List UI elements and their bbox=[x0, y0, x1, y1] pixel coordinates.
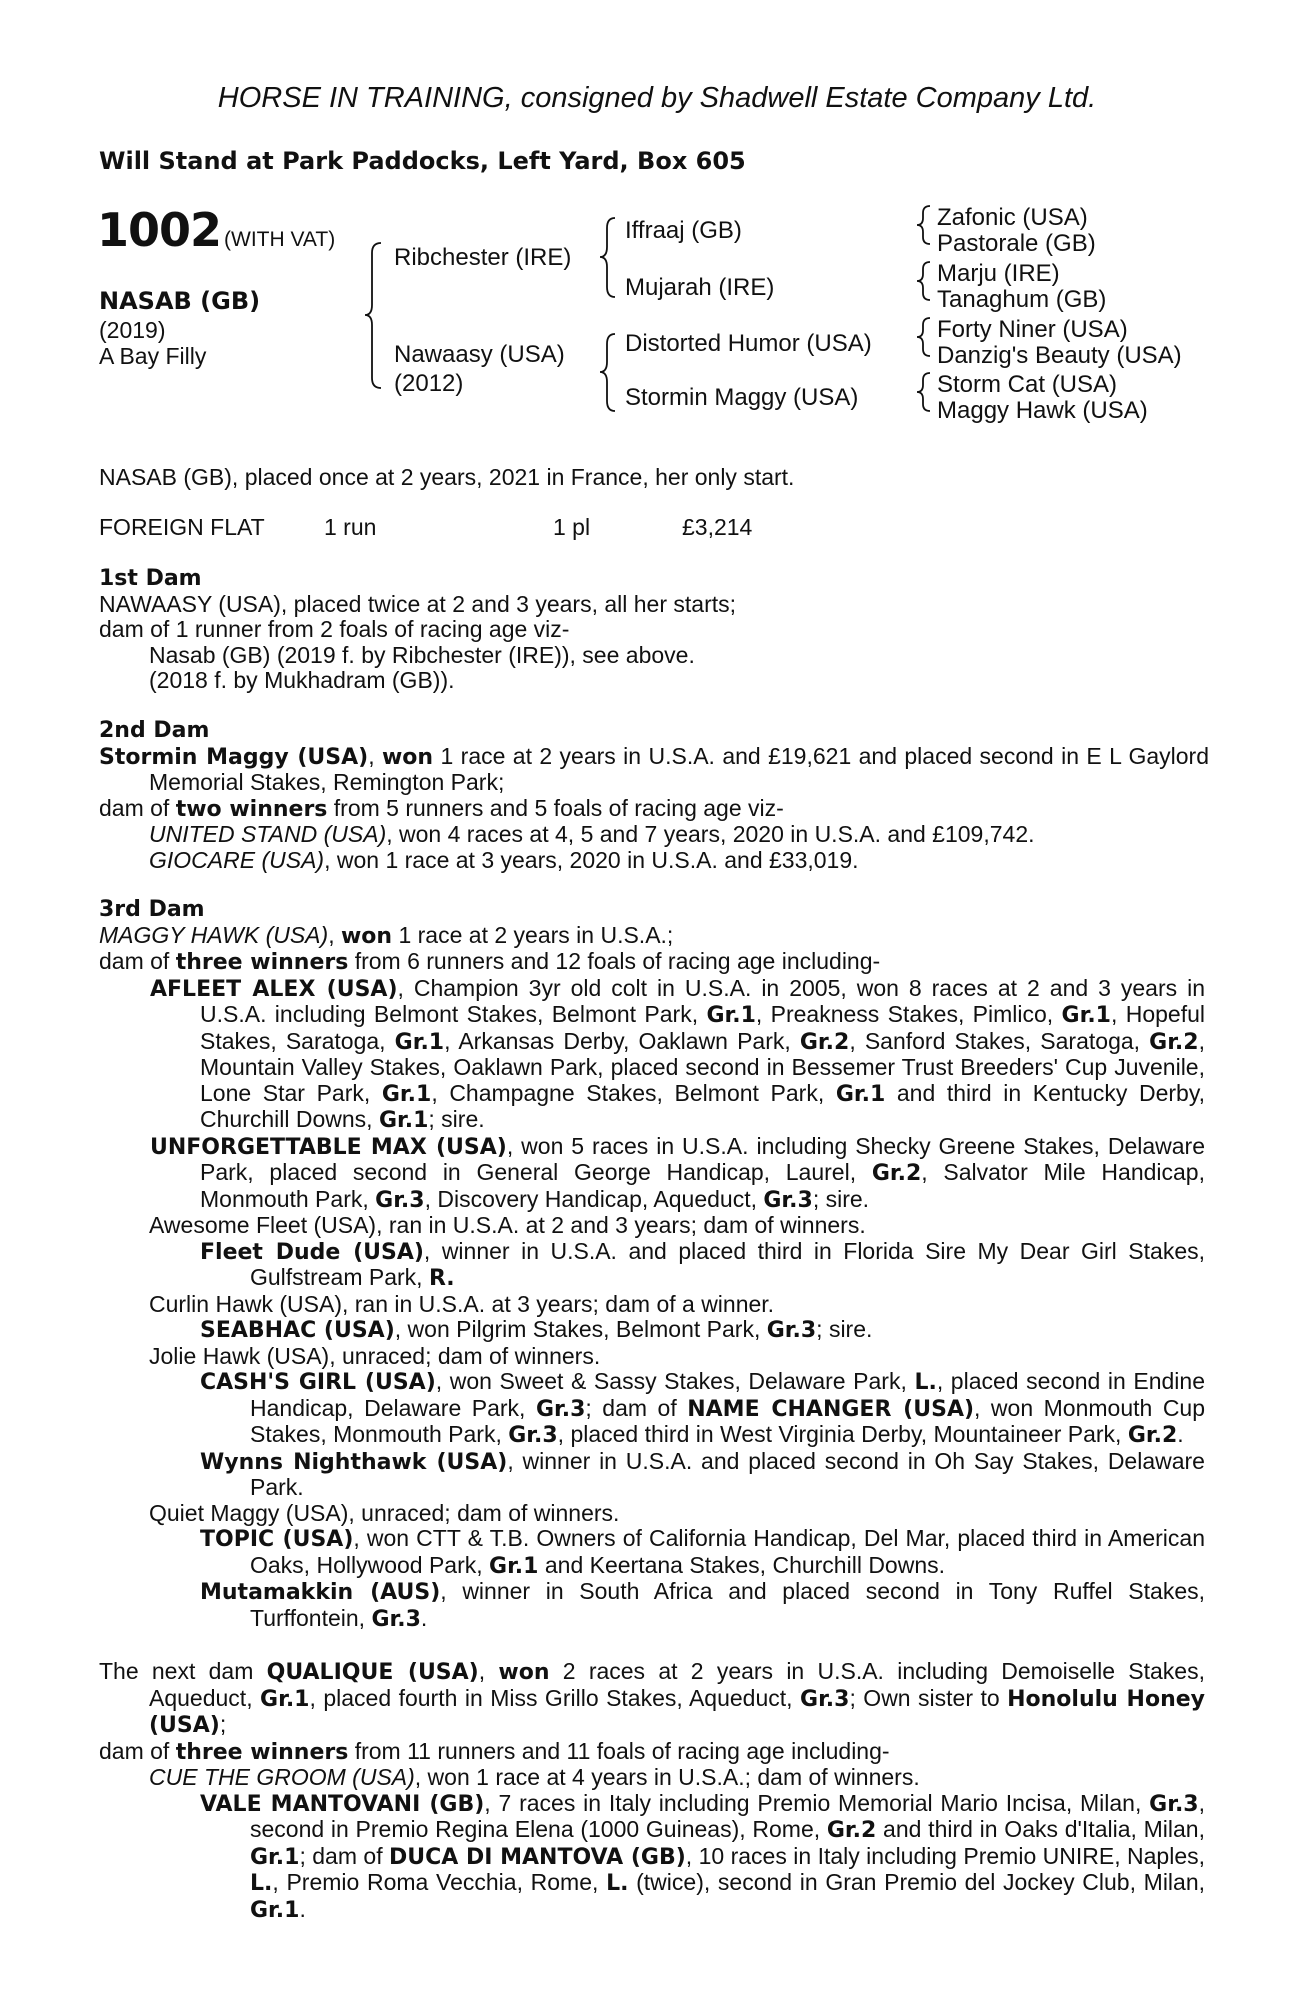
record-text: , won Sweet & Sassy Stakes, Delaware Park, bbox=[435, 1368, 915, 1394]
offspring-name: AFLEET ALEX (USA) bbox=[150, 976, 398, 1002]
pedigree-g5: Forty Niner (USA) bbox=[937, 316, 1128, 343]
offspring-name: UNITED STAND (USA) bbox=[149, 821, 387, 847]
pedigree-dam-sire: Distorted Humor (USA) bbox=[625, 330, 872, 357]
grade-label: Gr.1 bbox=[378, 1108, 429, 1133]
winners-count: three winners bbox=[175, 1739, 349, 1765]
pedigree-sire-dam: Mujarah (IRE) bbox=[625, 274, 775, 301]
third-dam-record: MAGGY HAWK (USA), won 1 race at 2 years in U.S.A.; bbox=[99, 921, 674, 949]
won-label: won bbox=[381, 744, 434, 770]
catalogue-title: HORSE IN TRAINING, consigned by Shadwell Estate Company Ltd. bbox=[217, 82, 1097, 114]
record-text: , Premio Roma Vecchia, Rome, bbox=[272, 1869, 607, 1895]
record-text: , winner in South Africa and placed second in Tony Ruffel Stakes, Turffontein, bbox=[250, 1578, 1205, 1631]
sibling-name: Honolulu Honey (USA) bbox=[149, 1686, 1205, 1738]
offspring-afleet-alex bbox=[99, 976, 1205, 1134]
record-text: , Champagne Stakes, Belmont Park, bbox=[431, 1079, 836, 1106]
record-text: , second in Premio Regina Elena (1000 Guineas), Rome, bbox=[250, 1789, 1205, 1842]
offspring-name: TOPIC (USA) bbox=[200, 1527, 354, 1552]
pedigree-dam-year: (2012) bbox=[394, 370, 464, 397]
next-dam-record: The next dam QUALIQUE (USA), won 2 races at 2 years in U.S.A. including Demoiselle Stakes, Aqueduct, Gr.1, placed fourth in Miss Grillo Stakes, Aqueduct, Gr.3; Own sister to Honolulu Honey (USA); bbox=[99, 1658, 1205, 1738]
grade-label: Gr.3 bbox=[766, 1318, 817, 1343]
brace-g2 bbox=[917, 262, 930, 300]
race-summary: NASAB (GB), placed once at 2 years, 2021 in France, her only start. bbox=[99, 464, 795, 490]
lot-number: 1002 bbox=[97, 203, 222, 257]
grade-label: R. bbox=[428, 1266, 455, 1291]
record-text: , placed third in West Virginia Derby, Mountaineer Park, bbox=[557, 1421, 1128, 1447]
offspring-awesome-fleet: Awesome Fleet (USA), ran in U.S.A. at 2 and 3 years; dam of winners. bbox=[149, 1212, 866, 1238]
record-text: ; dam of bbox=[299, 1842, 390, 1869]
grade-label: L. bbox=[914, 1370, 937, 1395]
third-dam-produce-line bbox=[99, 949, 1205, 976]
offspring-name: CASH'S GIRL (USA) bbox=[200, 1370, 436, 1395]
winners-count: three winners bbox=[175, 950, 349, 975]
offspring-name: Wynns Nighthawk (USA) bbox=[200, 1449, 508, 1475]
record-text: , placed fourth in Miss Grillo Stakes, Aqueduct, bbox=[309, 1684, 801, 1711]
third-dam-heading: 3rd Dam bbox=[99, 897, 205, 922]
next-dam-intro: The next dam bbox=[99, 1658, 267, 1684]
record-text: , won Pilgrim Stakes, Belmont Park, bbox=[394, 1316, 767, 1342]
produce-summary: from 11 runners and 11 foals of racing age including- bbox=[348, 1737, 890, 1764]
won-label: won bbox=[498, 1660, 550, 1685]
second-dam-produce-line bbox=[99, 796, 1209, 823]
record-text: ; sire. bbox=[812, 1185, 870, 1212]
pedigree-g6: Danzig's Beauty (USA) bbox=[937, 342, 1182, 369]
record-text: , winner in U.S.A. and placed third in Florida Sire My Dear Girl Stakes, Gulfstream Park, bbox=[250, 1237, 1205, 1290]
record-text: , Preakness Stakes, Pimlico, bbox=[755, 1001, 1062, 1027]
record-text: ; sire. bbox=[428, 1106, 485, 1132]
record-text: , placed second in Endine Handicap, Delaware Park, bbox=[250, 1368, 1205, 1421]
offspring-topic bbox=[99, 1526, 1205, 1579]
offspring-vale-mantovani bbox=[99, 1791, 1205, 1924]
record-text: and third in Kentucky Derby, Churchill Downs, bbox=[200, 1079, 1206, 1132]
record-text: , Mountain Valley Stakes, Oaklawn Park, placed second in Bessemer Trust Breeders' Cup Juvenile, Lone Star Park, bbox=[200, 1027, 1205, 1106]
first-dam-line-2: dam of 1 runner from 2 foals of racing age viz- bbox=[99, 616, 570, 642]
grade-label: Gr.3 bbox=[763, 1187, 813, 1213]
grade-label: Gr.3 bbox=[508, 1423, 558, 1448]
brace-g1 bbox=[917, 206, 930, 244]
offspring-name: Mutamakkin (AUS) bbox=[200, 1580, 441, 1605]
record-text: , won 5 races in U.S.A. including Shecky Greene Stakes, Delaware Park, placed second in General George Handicap, Laurel, bbox=[200, 1132, 1206, 1185]
pedigree-dam: Nawaasy (USA) bbox=[394, 341, 565, 368]
grade-label: Gr.1 bbox=[260, 1686, 310, 1712]
offspring-name: UNFORGETTABLE MAX (USA) bbox=[150, 1134, 507, 1160]
dam-of-text: dam of bbox=[99, 948, 176, 974]
record-text: ; sire. bbox=[816, 1316, 873, 1342]
first-dam-line-1: NAWAASY (USA), placed twice at 2 and 3 years, all her starts; bbox=[99, 590, 737, 617]
second-dam-section bbox=[99, 717, 1209, 873]
record-text: , Salvator Mile Handicap, Monmouth Park, bbox=[200, 1159, 1205, 1212]
offspring-name: CUE THE GROOM (USA) bbox=[149, 1764, 415, 1790]
horse-name: NASAB (GB) bbox=[99, 287, 261, 315]
third-dam-name: MAGGY HAWK (USA) bbox=[99, 921, 329, 948]
next-dam-produce-line bbox=[99, 1739, 1205, 1766]
record-text: , Arkansas Derby, Oaklawn Park, bbox=[444, 1027, 800, 1054]
offspring-name: VALE MANTOVANI (GB) bbox=[200, 1791, 485, 1817]
grade-label: Gr.2 bbox=[826, 1818, 877, 1843]
pedigree-g8: Maggy Hawk (USA) bbox=[937, 397, 1148, 424]
offspring-giocare bbox=[99, 848, 1209, 874]
pedigree-g1: Zafonic (USA) bbox=[937, 204, 1088, 231]
foaling-year: (2019) bbox=[99, 317, 166, 343]
second-dam-record: Stormin Maggy (USA), won 1 race at 2 years in U.S.A. and £19,621 and placed second in E L Gaylord Memorial Stakes, Remington Park; bbox=[99, 742, 1209, 795]
grade-label: Gr.1 bbox=[250, 1844, 300, 1870]
first-dam-section bbox=[99, 565, 1209, 694]
pedigree-g7: Storm Cat (USA) bbox=[937, 371, 1118, 398]
grade-label: Gr.3 bbox=[375, 1187, 425, 1213]
grade-label: Gr.3 bbox=[1149, 1791, 1199, 1817]
record-text: , Champion 3yr old colt in U.S.A. in 2005, won 8 races at 2 and 3 years in U.S.A. including Belmont Stakes, Belmont Park, bbox=[200, 974, 1205, 1027]
offspring-cue-the-groom bbox=[99, 1765, 1205, 1791]
first-dam-heading: 1st Dam bbox=[99, 566, 202, 591]
grade-label: Gr.1 bbox=[489, 1553, 539, 1579]
record-text: 2 races at 2 years in U.S.A. including Demoiselle Stakes, Aqueduct, bbox=[149, 1658, 1205, 1711]
grade-label: Gr.2 bbox=[1127, 1423, 1178, 1448]
grade-label: Gr.1 bbox=[1061, 1003, 1111, 1028]
grade-label: Gr.1 bbox=[381, 1081, 432, 1107]
offspring-mutamakkin: Mutamakkin (AUS), winner in South Africa and placed second in Tony Ruffel Stakes, Turffontein, Gr.3. bbox=[200, 1578, 1205, 1632]
pedigree-sire: Ribchester (IRE) bbox=[394, 244, 572, 271]
record-runs: 1 run bbox=[324, 514, 377, 540]
offspring-record: , won 4 races at 4, 5 and 7 years, 2020 in U.S.A. and £109,742. bbox=[386, 821, 1035, 847]
grade-label: Gr.1 bbox=[394, 1029, 445, 1055]
third-dam-section bbox=[99, 896, 1205, 1632]
record-text: and Keertana Stakes, Churchill Downs. bbox=[538, 1551, 946, 1578]
record-text: ; bbox=[219, 1711, 227, 1737]
grade-label: Gr.1 bbox=[250, 1897, 300, 1923]
grade-label: L. bbox=[606, 1871, 629, 1896]
pedigree-g4: Tanaghum (GB) bbox=[937, 286, 1107, 313]
grade-label: L. bbox=[250, 1871, 273, 1896]
offspring-quiet-maggy: Quiet Maggy (USA), unraced; dam of winners. bbox=[149, 1499, 620, 1526]
offspring-name: NAME CHANGER (USA) bbox=[687, 1396, 975, 1422]
record-text: (twice), second in Gran Premio del Jockey Club, Milan, bbox=[628, 1869, 1206, 1895]
grade-label: Gr.3 bbox=[800, 1686, 850, 1712]
second-dam-record-text: 1 race at 2 years in U.S.A. and £19,621 and placed second in E L Gaylord Memorial Stakes, Remington Park; bbox=[149, 742, 1209, 795]
first-dam-line-3: Nasab (GB) (2019 f. by Ribchester (IRE)), see above. bbox=[149, 641, 695, 668]
offspring-seabhac bbox=[99, 1317, 1205, 1344]
offspring-fleet-dude bbox=[99, 1239, 1205, 1292]
second-dam-heading: 2nd Dam bbox=[99, 718, 210, 743]
brace-sire-line bbox=[600, 218, 615, 297]
record-text: , 10 races in Italy including Premio UNIRE, Naples, bbox=[685, 1842, 1206, 1869]
offspring-jolie-hawk: Jolie Hawk (USA), unraced; dam of winners. bbox=[149, 1342, 601, 1369]
record-text: , won CTT & T.B. Owners of California Handicap, Del Mar, placed third in American Oaks, Hollywood Park, bbox=[250, 1525, 1205, 1578]
offspring-cashs-girl: CASH'S GIRL (USA), won Sweet & Sassy Stakes, Delaware Park, L., placed second in Endine Handicap, Delaware Park, Gr.3; dam of NAME CHANGER (USA), won Monmouth Cup Stakes, Monmouth Park, Gr.3, placed third in West Virginia Derby, Mountaineer Park, Gr.2. bbox=[200, 1368, 1206, 1448]
offspring-unforgettable-max bbox=[99, 1134, 1205, 1214]
offspring-curlin-hawk: Curlin Hawk (USA), ran in U.S.A. at 3 years; dam of a winner. bbox=[149, 1290, 775, 1317]
pedigree-dam-dam: Stormin Maggy (USA) bbox=[625, 384, 859, 411]
record-text: , winner in U.S.A. and placed second in Oh Say Stakes, Delaware Park. bbox=[250, 1447, 1205, 1500]
brace-dam-line bbox=[600, 334, 615, 411]
offspring-united-stand bbox=[99, 822, 1209, 848]
next-dam-name: QUALIQUE (USA) bbox=[266, 1660, 479, 1685]
pedigree-g3: Marju (IRE) bbox=[937, 260, 1060, 287]
record-text: , Hopeful Stakes, Saratoga, bbox=[200, 1001, 1205, 1054]
record-placings: 1 pl bbox=[553, 514, 591, 540]
offspring-record: , won 1 race at 4 years in U.S.A.; dam of winners. bbox=[414, 1764, 920, 1790]
vat-label: (WITH VAT) bbox=[224, 228, 336, 251]
offspring-name: Fleet Dude (USA) bbox=[200, 1239, 424, 1265]
brace-g4 bbox=[917, 373, 930, 411]
record-text: ; dam of bbox=[585, 1394, 688, 1421]
offspring-record: , won 1 race at 3 years, 2020 in U.S.A. and £33,019. bbox=[324, 846, 859, 873]
record-text: , 7 races in Italy including Premio Memorial Mario Incisa, Milan, bbox=[484, 1789, 1150, 1816]
record-text: , Sanford Stakes, Saratoga, bbox=[849, 1027, 1150, 1054]
grade-label: Gr.3 bbox=[535, 1396, 586, 1422]
record-text: and third in Oaks d'Italia, Milan, bbox=[876, 1816, 1205, 1842]
grade-label: Gr.2 bbox=[1149, 1029, 1199, 1055]
grade-label: Gr.1 bbox=[706, 1003, 756, 1028]
record-text: , won Monmouth Cup Stakes, Monmouth Park, bbox=[250, 1394, 1206, 1447]
next-dam-section bbox=[99, 1659, 1205, 1923]
third-dam-record-text: 1 race at 2 years in U.S.A.; bbox=[392, 921, 674, 948]
grade-label: Gr.3 bbox=[371, 1606, 421, 1632]
pedigree-sire-sire: Iffraaj (GB) bbox=[625, 217, 742, 244]
produce-summary: from 5 runners and 5 foals of racing age viz- bbox=[327, 794, 784, 821]
record-earnings: £3,214 bbox=[682, 514, 753, 540]
won-label: won bbox=[340, 923, 393, 949]
offspring-name: SEABHAC (USA) bbox=[200, 1318, 395, 1343]
horse-description: A Bay Filly bbox=[99, 343, 207, 369]
dam-of-text: dam of bbox=[99, 1737, 176, 1764]
brace-generation-1 bbox=[365, 243, 381, 388]
offspring-wynns-nighthawk bbox=[99, 1449, 1205, 1501]
second-dam-name: Stormin Maggy (USA) bbox=[99, 744, 369, 770]
brace-g3 bbox=[917, 318, 930, 356]
dam-of-text: dam of bbox=[99, 794, 176, 821]
record-text: . bbox=[299, 1895, 306, 1922]
grade-label: Gr.1 bbox=[835, 1081, 886, 1107]
winners-count: two winners bbox=[175, 796, 328, 822]
offspring-name: DUCA DI MANTOVA (GB) bbox=[389, 1844, 686, 1870]
record-label: FOREIGN FLAT bbox=[99, 514, 265, 540]
pedigree-g2: Pastorale (GB) bbox=[937, 230, 1096, 257]
record-text: ; Own sister to bbox=[849, 1684, 1008, 1711]
offspring-name: GIOCARE (USA) bbox=[149, 846, 325, 873]
grade-label: Gr.2 bbox=[799, 1029, 850, 1055]
grade-label: Gr.2 bbox=[871, 1161, 922, 1186]
stand-location: Will Stand at Park Paddocks, Left Yard, Box 605 bbox=[99, 147, 746, 175]
record-text: , Discovery Handicap, Aqueduct, bbox=[424, 1185, 764, 1212]
first-dam-line-4: (2018 f. by Mukhadram (GB)). bbox=[149, 667, 455, 693]
produce-summary: from 6 runners and 12 foals of racing age including- bbox=[348, 948, 881, 974]
